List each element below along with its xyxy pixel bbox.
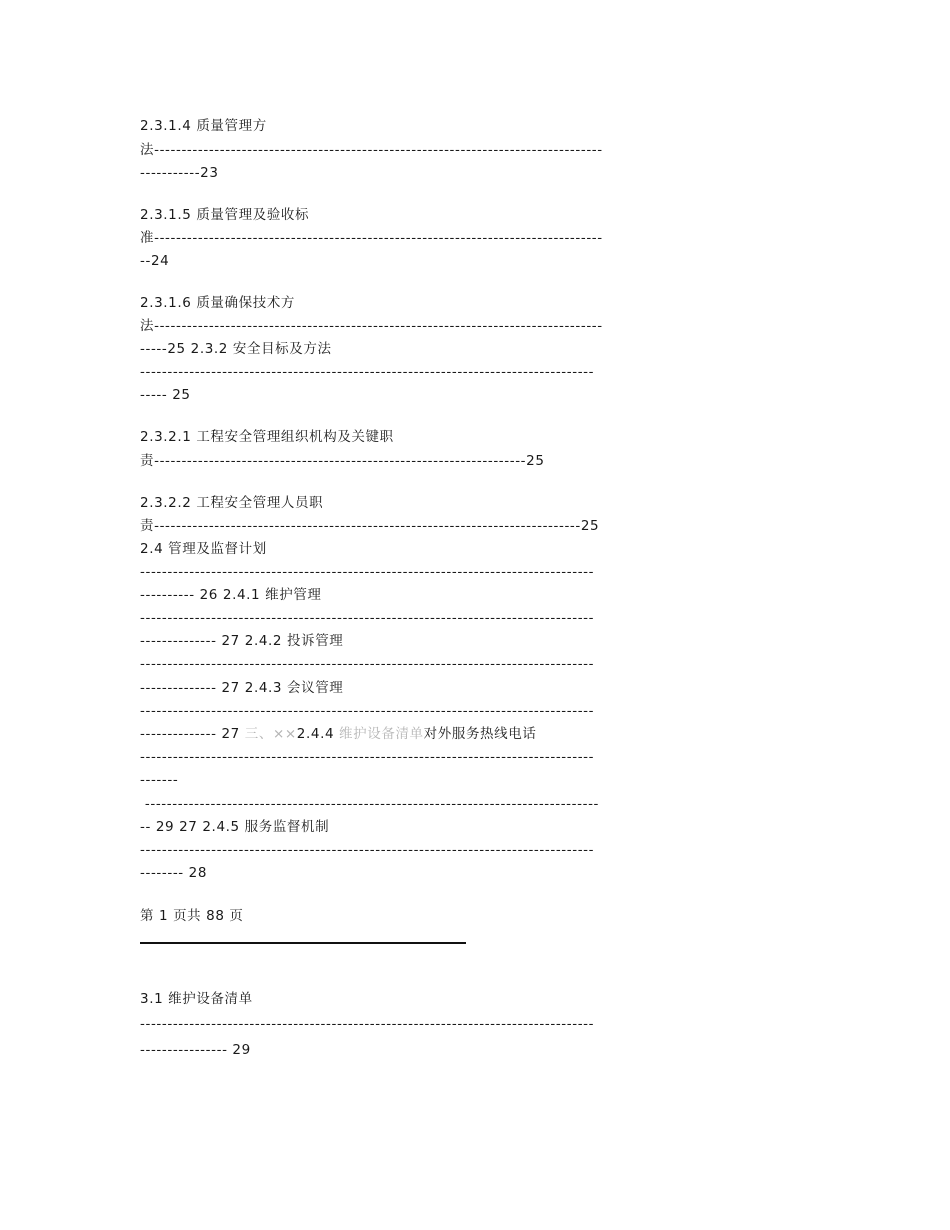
toc-entry-2-3-1-4-title: 2.3.1.4 质量管理方 (140, 118, 267, 134)
footer-divider (140, 942, 466, 944)
toc-leader-line: ----------------------------------------------------------------------------------- (140, 1016, 595, 1032)
toc-leader-line: ----------------------------------------------------------------------------------- (140, 749, 595, 765)
toc-leader-line: 责--------------------------------------------------------------------25 (140, 453, 545, 469)
toc-section-number: 2.4.4 (296, 726, 340, 742)
toc-page-number-line: ---------------- 29 (140, 1042, 251, 1058)
toc-entry-2-4-5-line: -- 29 27 2.4.5 服务监督机制 (140, 819, 330, 835)
toc-entry-2-3-1-6-title: 2.3.1.6 质量确保技术方 (140, 295, 296, 311)
faded-text: 三、×× (244, 726, 297, 742)
toc-entry-2-3-2-1-title: 2.3.2.1 工程安全管理组织机构及关键职 (140, 429, 394, 445)
faded-text: 维护设备清单 (339, 726, 424, 742)
toc-leader-line: ----------------------------------------------------------------------------------- (140, 564, 595, 580)
toc-entry-2-4-1-line: ---------- 26 2.4.1 维护管理 (140, 587, 322, 603)
toc-leader-line: ------- (140, 772, 179, 788)
toc-page-number-line: -----------23 (140, 165, 219, 181)
toc-leader-line: ----------------------------------------------------------------------------------- (140, 796, 600, 812)
toc-entry-2-4-3-line: -------------- 27 2.4.3 会议管理 (140, 680, 344, 696)
toc-entry-3-1-title: 3.1 维护设备清单 (140, 991, 253, 1007)
toc-leader-line: ----------------------------------------------------------------------------------- (140, 364, 595, 380)
toc-entry-2-3-2-2-title: 2.3.2.2 工程安全管理人员职 (140, 495, 324, 511)
toc-entry-2-4-title: 2.4 管理及监督计划 (140, 541, 267, 557)
toc-leader-line: ----------------------------------------------------------------------------------- (140, 842, 595, 858)
toc-leader-segment: -------------- 27 (140, 726, 245, 742)
toc-leader-line: 责------------------------------------------------------------------------------25 (140, 518, 600, 534)
toc-page-number-line: -------- 28 (140, 865, 208, 881)
toc-entry-2-4-2-line: -------------- 27 2.4.2 投诉管理 (140, 633, 344, 649)
toc-leader-line: ----------------------------------------------------------------------------------- (140, 703, 595, 719)
toc-entry-2-3-1-5-title: 2.3.1.5 质量管理及验收标 (140, 207, 310, 223)
toc-leader-line: 准---------------------------------------------------------------------------------- (140, 230, 603, 246)
toc-leader-line: ----------------------------------------------------------------------------------- (140, 656, 595, 672)
toc-leader-line: ----------------------------------------------------------------------------------- (140, 610, 595, 626)
page-footer-label: 第 1 页共 88 页 (140, 908, 244, 924)
toc-entry-2-4-4-line (140, 725, 536, 743)
toc-leader-line: 法---------------------------------------------------------------------------------- (140, 142, 603, 158)
toc-entry-2-3-2-line: -----25 2.3.2 安全目标及方法 (140, 341, 332, 357)
toc-page-number-line: ----- 25 (140, 387, 191, 403)
toc-leader-line: 法---------------------------------------------------------------------------------- (140, 318, 603, 334)
toc-entry-title: 对外服务热线电话 (423, 726, 537, 742)
toc-page-number-line: --24 (140, 253, 170, 269)
